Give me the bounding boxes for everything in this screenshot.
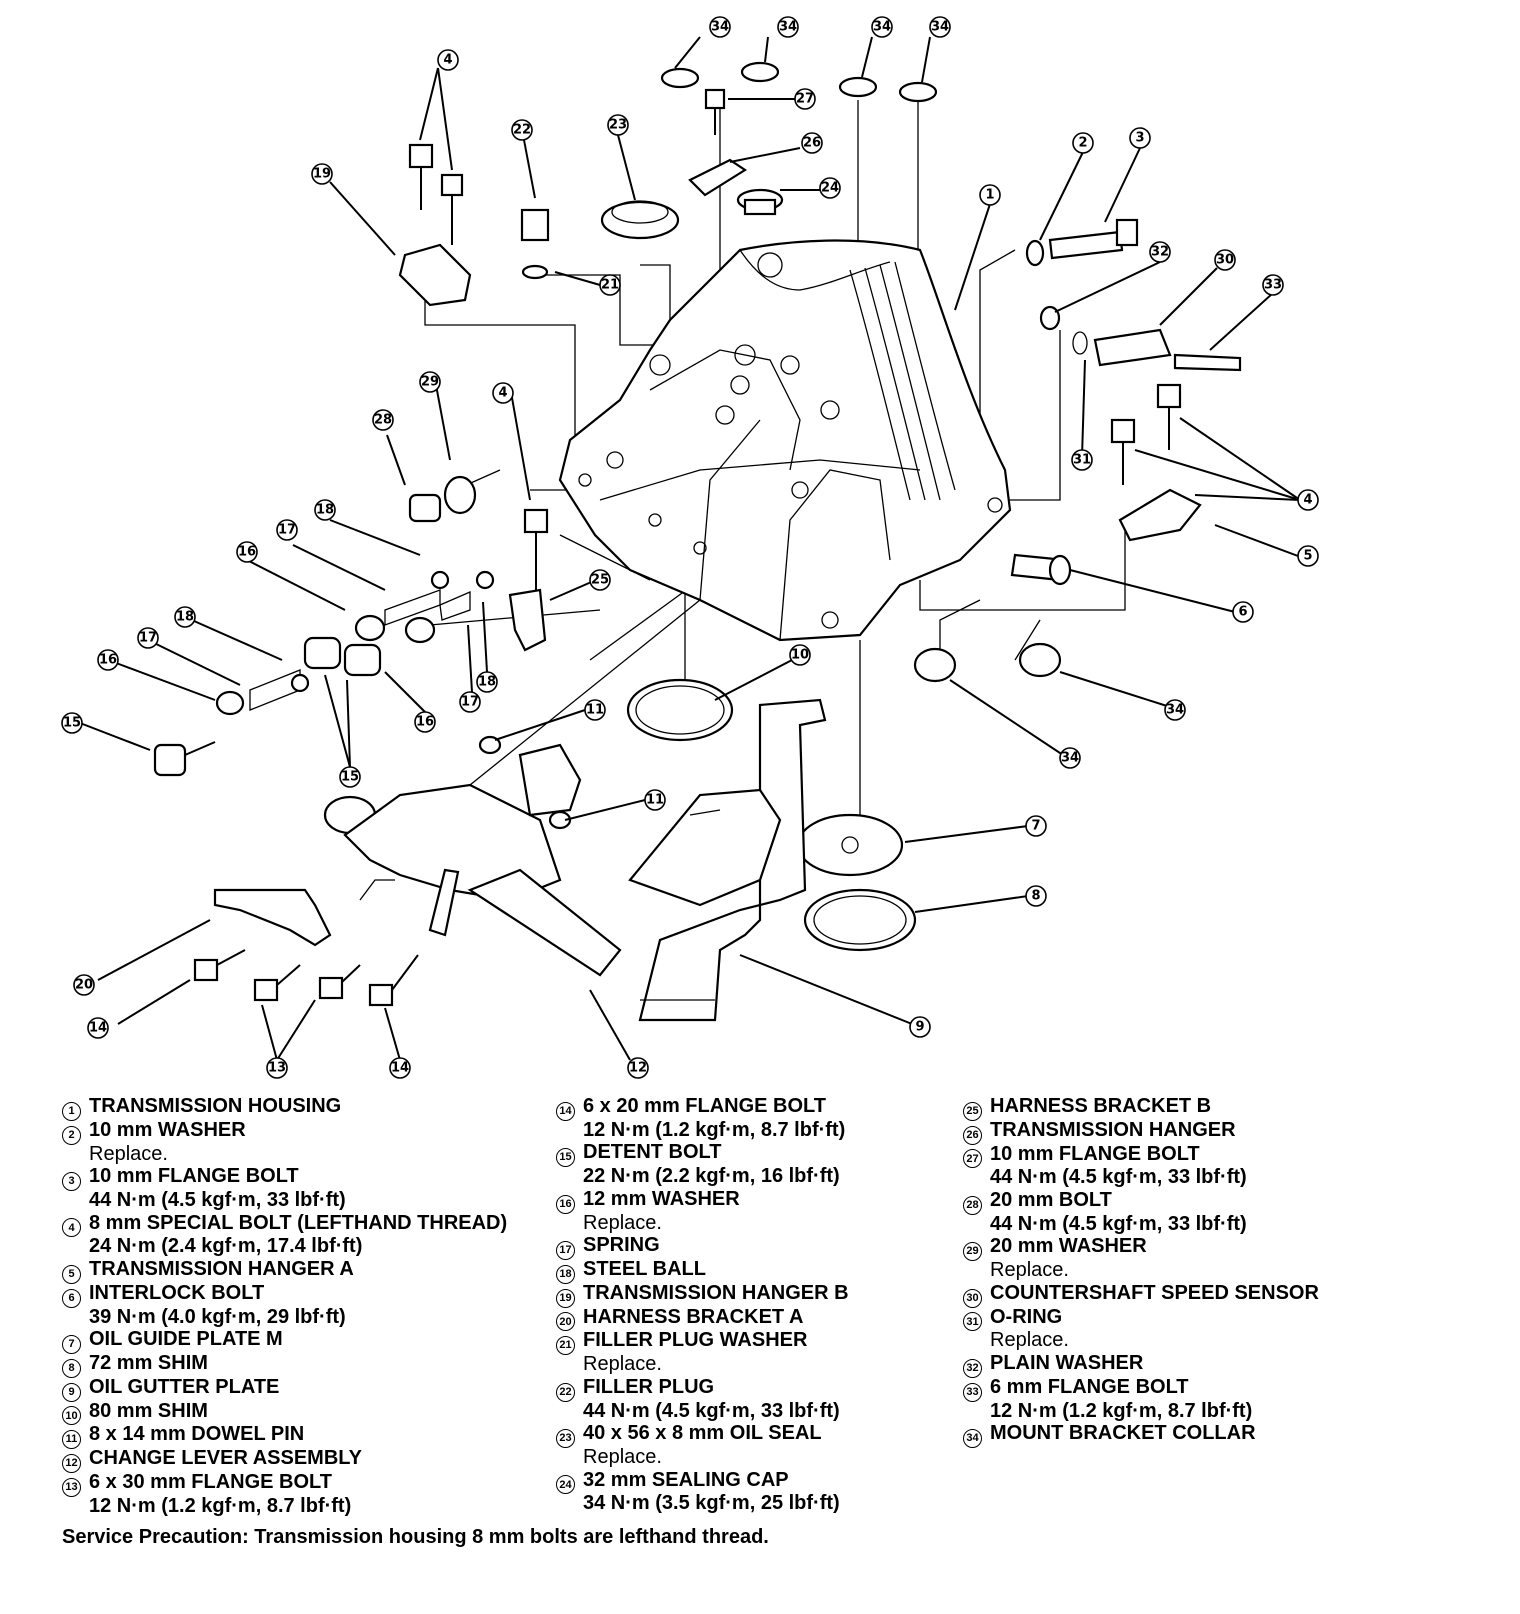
legend-part-name: INTERLOCK BOLT [89, 1281, 265, 1304]
legend-number: 26 [963, 1126, 982, 1145]
legend-part-name: 20 mm BOLT [990, 1188, 1112, 1211]
legend-item-24 [556, 1469, 849, 1493]
callout-31 [1072, 450, 1092, 470]
callout-34-c [872, 17, 892, 37]
legend-torque-spec: 22 N·m (2.2 kgf·m, 16 lbf·ft) [583, 1165, 840, 1188]
svg-text:4: 4 [498, 385, 508, 401]
callout-34-d [930, 17, 950, 37]
legend-number: 30 [963, 1289, 982, 1308]
legend-item-20 [556, 1306, 849, 1330]
svg-text:21: 21 [600, 277, 620, 293]
callout-1 [980, 185, 1000, 205]
legend-number: 5 [62, 1265, 81, 1284]
callout-2 [1073, 133, 1093, 153]
callout-27 [795, 89, 815, 109]
svg-text:34: 34 [1060, 750, 1080, 766]
legend-part-name: 10 mm WASHER [89, 1118, 246, 1141]
svg-text:8: 8 [1031, 888, 1041, 904]
svg-text:29: 29 [420, 374, 440, 390]
legend-part-name: TRANSMISSION HOUSING [89, 1095, 342, 1117]
legend-number: 22 [556, 1383, 575, 1402]
legend-number: 28 [963, 1196, 982, 1215]
callout-28 [373, 410, 393, 430]
svg-text:34: 34 [710, 19, 730, 35]
legend-number: 13 [62, 1478, 81, 1497]
legend-item-34 [963, 1422, 1319, 1446]
legend-item-19 [556, 1282, 849, 1306]
legend-item-8 [62, 1352, 507, 1376]
oil-seal [602, 201, 678, 238]
svg-text:15: 15 [340, 769, 360, 785]
svg-text:34: 34 [1165, 702, 1185, 718]
legend-part-name: PLAIN WASHER [990, 1351, 1144, 1374]
legend-number: 31 [963, 1312, 982, 1331]
callout-11-b [645, 790, 665, 810]
legend-part-name: CHANGE LEVER ASSEMBLY [89, 1447, 363, 1470]
svg-text:19: 19 [312, 166, 332, 182]
legend-number: 7 [62, 1335, 81, 1354]
legend-number: 15 [556, 1148, 575, 1167]
svg-text:32: 32 [1150, 244, 1170, 260]
svg-text:4: 4 [443, 52, 453, 68]
legend-item-13 [62, 1471, 507, 1495]
svg-text:34: 34 [930, 19, 950, 35]
svg-text:22: 22 [512, 122, 532, 138]
svg-text:26: 26 [802, 135, 822, 151]
svg-text:20: 20 [74, 977, 94, 993]
legend-part-name: COUNTERSHAFT SPEED SENSOR [990, 1281, 1319, 1304]
legend-item-7 [62, 1328, 507, 1352]
callout-30 [1215, 250, 1235, 270]
svg-text:3: 3 [1135, 130, 1145, 146]
callout-8 [1026, 886, 1046, 906]
legend-item-26 [963, 1119, 1319, 1143]
legend-torque-spec: 44 N·m (4.5 kgf·m, 33 lbf·ft) [990, 1166, 1247, 1189]
legend-item-33 [963, 1376, 1319, 1400]
callout-22 [512, 120, 532, 140]
callout-32 [1150, 242, 1170, 262]
callout-11-a [585, 700, 605, 720]
svg-text:10: 10 [790, 647, 810, 663]
svg-text:16: 16 [98, 652, 118, 668]
callout-25 [590, 570, 610, 590]
callout-12 [628, 1058, 648, 1078]
legend-number: 8 [62, 1359, 81, 1378]
svg-text:4: 4 [1303, 492, 1313, 508]
legend-item-25 [963, 1095, 1319, 1119]
legend-note: Replace. [583, 1353, 662, 1376]
svg-text:18: 18 [315, 502, 335, 518]
svg-text:24: 24 [820, 180, 840, 196]
svg-text:2: 2 [1078, 135, 1088, 151]
sealing-cap [738, 190, 782, 214]
legend-part-name: OIL GUIDE PLATE M [89, 1328, 283, 1351]
legend-part-name: MOUNT BRACKET COLLAR [990, 1422, 1256, 1445]
legend-number: 18 [556, 1265, 575, 1284]
callout-34-b [778, 17, 798, 37]
legend-number: 20 [556, 1312, 575, 1331]
svg-text:23: 23 [608, 117, 628, 133]
legend-torque-spec: 12 N·m (1.2 kgf·m, 8.7 lbf·ft) [583, 1118, 846, 1141]
legend-part-name: O-RING [990, 1305, 1063, 1328]
svg-text:34: 34 [872, 19, 892, 35]
svg-text:28: 28 [373, 412, 393, 428]
legend-torque-spec: 24 N·m (2.4 kgf·m, 17.4 lbf·ft) [89, 1235, 363, 1258]
legend-number: 16 [556, 1195, 575, 1214]
transmission-housing [560, 241, 1010, 640]
legend-part-name: 20 mm WASHER [990, 1235, 1147, 1258]
legend-item-14 [556, 1095, 849, 1119]
callout-7 [1026, 816, 1046, 836]
callout-3 [1130, 128, 1150, 148]
legend-item-4 [62, 1212, 507, 1236]
legend-part-name: OIL GUTTER PLATE [89, 1375, 280, 1398]
svg-text:15: 15 [62, 715, 82, 731]
callout-18-b [175, 607, 195, 627]
callout-15-b [340, 767, 360, 787]
legend-note: Replace. [583, 1445, 662, 1468]
legend-part-name: SPRING [583, 1234, 660, 1257]
legend-part-name: TRANSMISSION HANGER B [583, 1281, 849, 1304]
legend-number: 19 [556, 1289, 575, 1308]
legend-item-23 [556, 1422, 849, 1446]
legend-number: 25 [963, 1102, 982, 1121]
svg-text:17: 17 [277, 522, 297, 538]
svg-text:9: 9 [915, 1019, 925, 1035]
legend-number: 10 [62, 1406, 81, 1425]
legend-column-1 [62, 1095, 507, 1517]
svg-text:30: 30 [1215, 252, 1235, 268]
legend-torque-spec: 44 N·m (4.5 kgf·m, 33 lbf·ft) [89, 1188, 346, 1211]
callout-14-a [88, 1018, 108, 1038]
legend-item-21 [556, 1329, 849, 1353]
callout-18-a [315, 500, 335, 520]
svg-text:31: 31 [1072, 452, 1092, 468]
svg-text:18: 18 [175, 609, 195, 625]
legend-number: 17 [556, 1241, 575, 1260]
legend-torque-spec: 39 N·m (4.0 kgf·m, 29 lbf·ft) [89, 1305, 346, 1328]
legend-note: Replace. [583, 1211, 662, 1234]
legend-item-17 [556, 1234, 849, 1258]
svg-text:5: 5 [1303, 548, 1313, 564]
legend-note: Replace. [89, 1142, 168, 1165]
legend-part-name: HARNESS BRACKET A [583, 1305, 804, 1328]
callout-17-b [138, 628, 158, 648]
transmission-hanger [690, 160, 745, 195]
legend-part-name: 10 mm FLANGE BOLT [89, 1165, 299, 1188]
svg-text:17: 17 [138, 630, 158, 646]
legend-number: 29 [963, 1242, 982, 1261]
callout-34-a [710, 17, 730, 37]
callout-21 [600, 275, 620, 295]
legend-number: 34 [963, 1429, 982, 1448]
svg-text:11: 11 [585, 702, 605, 718]
legend-torque-spec: 34 N·m (3.5 kgf·m, 25 lbf·ft) [583, 1492, 840, 1515]
callout-16-b [98, 650, 118, 670]
callout-19 [312, 164, 332, 184]
callout-29 [420, 372, 440, 392]
legend-torque-spec: 44 N·m (4.5 kgf·m, 33 lbf·ft) [990, 1212, 1247, 1235]
callout-4-right [1298, 490, 1318, 510]
callout-15-a [62, 713, 82, 733]
legend-part-name: TRANSMISSION HANGER [990, 1118, 1236, 1141]
legend-number: 11 [62, 1430, 81, 1449]
filler-plug [522, 210, 548, 278]
legend-number: 4 [62, 1218, 81, 1237]
callout-18-c [477, 672, 497, 692]
legend-torque-spec: 12 N·m (1.2 kgf·m, 8.7 lbf·ft) [89, 1494, 352, 1517]
legend-number: 9 [62, 1383, 81, 1402]
legend-item-16 [556, 1188, 849, 1212]
callout-24 [820, 178, 840, 198]
legend-number: 2 [62, 1126, 81, 1145]
callout-5 [1298, 546, 1318, 566]
legend-part-name: 32 mm SEALING CAP [583, 1468, 789, 1491]
legend-item-10 [62, 1400, 507, 1424]
svg-text:11: 11 [645, 792, 665, 808]
legend-item-11 [62, 1423, 507, 1447]
legend-part-name: 8 mm SPECIAL BOLT (LEFTHAND THREAD) [89, 1211, 508, 1234]
legend-number: 1 [62, 1102, 81, 1121]
legend-number: 24 [556, 1475, 575, 1494]
legend-part-name: FILLER PLUG [583, 1375, 715, 1398]
flange-bolts-bottom [195, 950, 418, 1005]
callout-9 [910, 1017, 930, 1037]
legend-part-name: 10 mm FLANGE BOLT [990, 1142, 1200, 1165]
svg-text:7: 7 [1031, 818, 1041, 834]
callout-10 [790, 645, 810, 665]
legend-part-name: 6 x 30 mm FLANGE BOLT [89, 1470, 333, 1493]
callout-14-b [390, 1058, 410, 1078]
legend-number: 33 [963, 1383, 982, 1402]
legend-number: 21 [556, 1336, 575, 1355]
svg-text:1: 1 [985, 187, 995, 203]
legend-item-1 [62, 1095, 507, 1119]
harness-bracket-b [510, 510, 547, 650]
legend-number: 6 [62, 1289, 81, 1308]
callout-23 [608, 115, 628, 135]
svg-text:14: 14 [88, 1020, 108, 1036]
legend-part-name: 80 mm SHIM [89, 1399, 208, 1422]
svg-text:33: 33 [1263, 277, 1283, 293]
harness-bracket-a [215, 890, 330, 945]
legend-item-15 [556, 1141, 849, 1165]
callout-17-a [277, 520, 297, 540]
legend-item-22 [556, 1376, 849, 1400]
svg-text:17: 17 [460, 694, 480, 710]
svg-text:27: 27 [795, 91, 815, 107]
legend-part-name: 6 mm FLANGE BOLT [990, 1375, 1189, 1398]
service-precaution: Service Precaution: Transmission housing 8 mm bolts are lefthand thread. [62, 1526, 769, 1548]
legend-part-name: 8 x 14 mm DOWEL PIN [89, 1423, 305, 1446]
transmission-hanger-b [400, 145, 470, 305]
legend-item-28 [963, 1189, 1319, 1213]
callout-6 [1233, 602, 1253, 622]
legend-item-29 [963, 1235, 1319, 1259]
legend-part-name: DETENT BOLT [583, 1141, 722, 1164]
legend-item-5 [62, 1258, 507, 1282]
svg-text:14: 14 [390, 1060, 410, 1076]
callout-17-c [460, 692, 480, 712]
legend-item-12 [62, 1447, 507, 1471]
legend-item-27 [963, 1143, 1319, 1167]
svg-text:25: 25 [590, 572, 610, 588]
callout-4 [438, 50, 458, 70]
legend-item-32 [963, 1352, 1319, 1376]
callout-20 [74, 975, 94, 995]
callout-34-f [1060, 748, 1080, 768]
callout-16-c [415, 712, 435, 732]
legend-item-3 [62, 1165, 507, 1189]
legend-torque-spec: 12 N·m (1.2 kgf·m, 8.7 lbf·ft) [990, 1399, 1253, 1422]
svg-text:12: 12 [628, 1060, 648, 1076]
legend-part-name: 6 x 20 mm FLANGE BOLT [583, 1095, 827, 1117]
svg-text:16: 16 [237, 544, 257, 560]
legend-part-name: TRANSMISSION HANGER A [89, 1257, 354, 1280]
legend-number: 23 [556, 1429, 575, 1448]
callout-34-e [1165, 700, 1185, 720]
svg-text:18: 18 [477, 674, 497, 690]
legend-item-6 [62, 1282, 507, 1306]
legend-item-30 [963, 1282, 1319, 1306]
legend-number: 3 [62, 1172, 81, 1191]
svg-text:34: 34 [778, 19, 798, 35]
svg-text:6: 6 [1238, 604, 1248, 620]
legend-item-31 [963, 1306, 1319, 1330]
legend-number: 12 [62, 1454, 81, 1473]
legend-part-name: STEEL BALL [583, 1257, 706, 1280]
legend-number: 27 [963, 1149, 982, 1168]
legend-column-3 [963, 1095, 1319, 1446]
legend-part-name: FILLER PLUG WASHER [583, 1329, 808, 1352]
oil-gutter-plate [630, 700, 825, 1020]
legend-number: 14 [556, 1102, 575, 1121]
legend-part-name: 12 mm WASHER [583, 1187, 740, 1210]
legend-item-9 [62, 1376, 507, 1400]
callout-16-a [237, 542, 257, 562]
callout-13 [267, 1058, 287, 1078]
legend-part-name: HARNESS BRACKET B [990, 1095, 1212, 1117]
legend-torque-spec: 44 N·m (4.5 kgf·m, 33 lbf·ft) [583, 1399, 840, 1422]
callout-4-mid [493, 383, 513, 403]
legend-note: Replace. [990, 1259, 1069, 1282]
svg-text:16: 16 [415, 714, 435, 730]
legend-note: Replace. [990, 1329, 1069, 1352]
callout-26 [802, 133, 822, 153]
legend-item-2 [62, 1119, 507, 1143]
svg-text:13: 13 [267, 1060, 287, 1076]
callout-33 [1263, 275, 1283, 295]
legend-number: 32 [963, 1359, 982, 1378]
legend-item-18 [556, 1258, 849, 1282]
change-lever-assembly [325, 737, 620, 975]
legend-column-2 [556, 1095, 849, 1515]
legend-part-name: 40 x 56 x 8 mm OIL SEAL [583, 1422, 822, 1445]
legend-part-name: 72 mm SHIM [89, 1351, 208, 1374]
